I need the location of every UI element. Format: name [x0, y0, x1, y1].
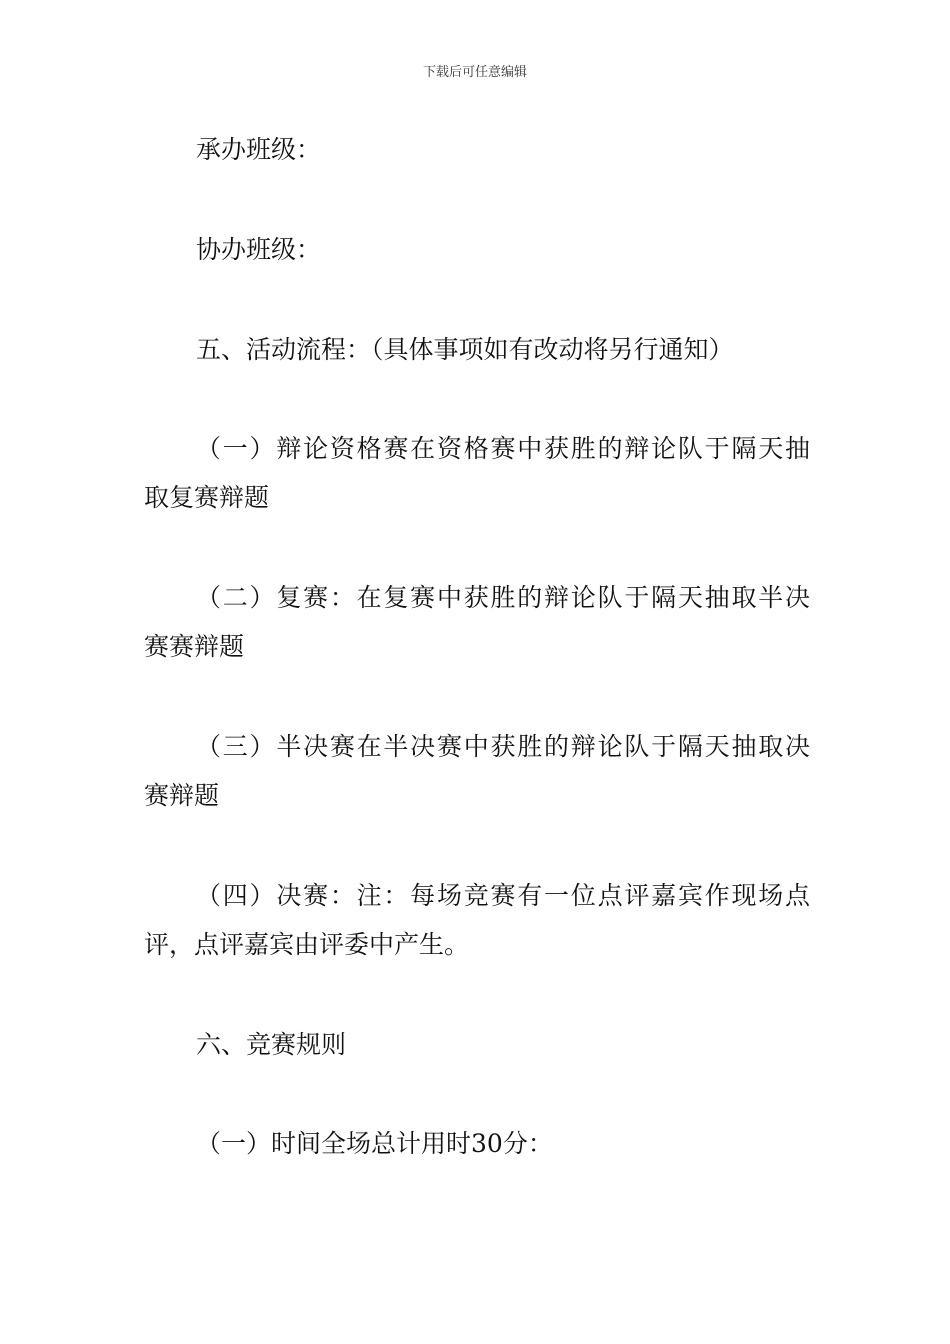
paragraph-line: 评，点评嘉宾由评委中产生。 [144, 930, 470, 959]
paragraph-line: 赛辩题 [144, 781, 220, 810]
paragraph-line: （二）复赛：在复赛中获胜的辩论队于隔天抽取半决 [196, 583, 810, 612]
text-line-co-organizer: 协办班级： [196, 235, 322, 264]
paragraph-line: （一）辩论资格赛在资格赛中获胜的辩论队于隔天抽 [196, 434, 810, 463]
section-heading-rules: 六、竞赛规则 [196, 1030, 347, 1059]
paragraph-line: （四）决赛：注：每场竞赛有一位点评嘉宾作现场点 [196, 881, 810, 910]
paragraph-line: （三）半决赛在半决赛中获胜的辩论队于隔天抽取决 [196, 732, 810, 761]
paragraph-line: 赛赛辩题 [144, 632, 245, 661]
page-header: 下载后可任意编辑 [422, 65, 527, 80]
text-line-organizer: 承办班级： [196, 135, 322, 164]
paragraph-line: （一）时间全场总计用时30分： [196, 1129, 553, 1158]
section-heading-process: 五、活动流程：（具体事项如有改动将另行通知） [196, 335, 734, 364]
paragraph-line: 取复赛辩题 [144, 483, 270, 512]
